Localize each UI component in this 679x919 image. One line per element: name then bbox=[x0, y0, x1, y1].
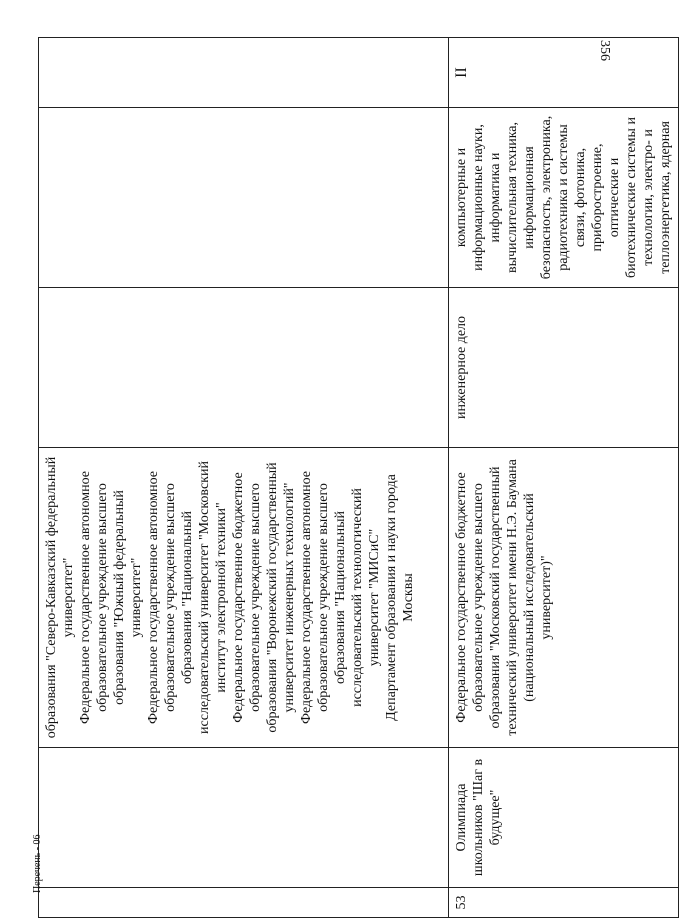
cell-olympiad-name: Олимпиада школьников "Шаг в будущее" bbox=[449, 748, 679, 888]
page-number: 356 bbox=[597, 40, 612, 61]
cell-subjects-empty bbox=[39, 108, 449, 288]
cell-universities: образования "Северо-Кавказский федеральный университет" Федеральное государственное автономное образовательное учреждение высшего образования "Южный федеральный университет" Федеральное государственное автономное образовательное учреждение высшего образования "Национальный исследовательский университет "Московский институт электронной техники" Федеральное государственное бюджетное образовательное учреждение высшего образования "Воронежский государственный университет инженерных технологий" Федеральное государственное автономное образовательное учреждение высшего образования "Национальный исследовательский технологический университет "МИСиС" Департамент образования и науки города Москвы bbox=[39, 448, 449, 748]
cell-level: II bbox=[449, 38, 679, 108]
footer-label: Перечень - 06 bbox=[32, 834, 43, 893]
cell-profile-empty bbox=[39, 288, 449, 448]
cell-number-empty bbox=[39, 888, 449, 918]
cell-profile: инженерное дело bbox=[449, 288, 679, 448]
table-row-53 bbox=[449, 38, 679, 918]
cell-level-empty bbox=[39, 38, 449, 108]
olympiad-list-table bbox=[38, 37, 679, 918]
cell-organizer: Федеральное государственное бюджетное образовательное учреждение высшего образования "Московский государственный технический университет имени Н.Э. Баумана (национальный исследовательский университет)" bbox=[449, 448, 679, 748]
cell-name-empty bbox=[39, 748, 449, 888]
cell-number: 53 bbox=[449, 888, 679, 918]
rotated-table-container bbox=[38, 38, 673, 918]
cell-subjects: компьютерные и информационные науки, информатика и вычислительная техника, информационная безопасность, электроника, радиотехника и системы связи, фотоника, приборостроение, оптические и биотехнические системы и технологии, электро- и теплоэнергетика, ядерная bbox=[449, 108, 679, 288]
table-row-continued bbox=[39, 38, 449, 918]
